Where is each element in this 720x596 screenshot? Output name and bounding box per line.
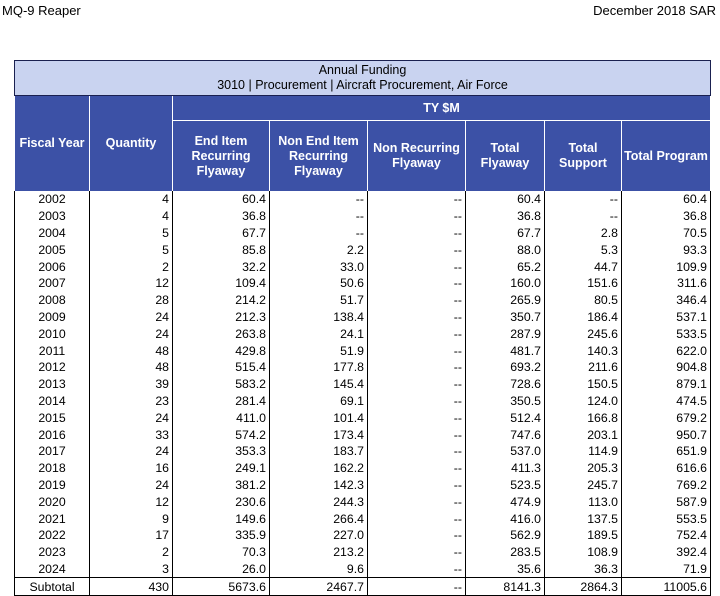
cell-non-recurring-flyaway: -- [368,258,466,275]
cell-total-flyaway: 562.9 [466,527,545,544]
table-row [15,191,711,208]
cell-end-item-recurring-flyaway: 335.9 [173,527,270,544]
cell-fiscal-year: 2015 [15,409,90,426]
cell-quantity: 24 [90,325,173,342]
cell-total-support: 137.5 [545,510,622,527]
table-row [15,241,711,258]
cell-non-recurring-flyaway: -- [368,510,466,527]
table-title [15,61,711,96]
cell-total-program: 679.2 [622,409,711,426]
cell-fiscal-year: 2018 [15,460,90,477]
table-row [15,325,711,342]
col-header-non-end-item-recurring-flyaway: Non End Item Recurring Flyaway [270,121,368,192]
cell-total-support: 140.3 [545,342,622,359]
table-row [15,561,711,578]
cell-total-support: 150.5 [545,376,622,393]
table-row [15,409,711,426]
cell-non-end-item-recurring-flyaway: 145.4 [270,376,368,393]
cell-total-support: 2.8 [545,225,622,242]
table-row [15,527,711,544]
cell-non-end-item-recurring-flyaway: 24.1 [270,325,368,342]
cell-total-support: 151.6 [545,275,622,292]
cell-total-program: 474.5 [622,393,711,410]
cell-total-flyaway: 67.7 [466,225,545,242]
cell-total-program: 651.9 [622,443,711,460]
cell-non-recurring-flyaway: -- [368,527,466,544]
cell-total-program: 553.5 [622,510,711,527]
cell-fiscal-year: 2019 [15,477,90,494]
cell-fiscal-year: 2009 [15,309,90,326]
cell-fiscal-year: 2016 [15,426,90,443]
cell-end-item-recurring-flyaway: 26.0 [173,561,270,578]
cell-non-recurring-flyaway: -- [368,309,466,326]
cell-non-end-item-recurring-flyaway: 50.6 [270,275,368,292]
cell-total-flyaway: 693.2 [466,359,545,376]
table-body [15,191,711,596]
table-title-line2: 3010 | Procurement | Aircraft Procurement, Air Force [217,78,508,92]
subtotal-row [15,578,711,596]
table-row [15,460,711,477]
cell-non-recurring-flyaway: -- [368,460,466,477]
cell-end-item-recurring-flyaway: 263.8 [173,325,270,342]
cell-non-end-item-recurring-flyaway: 9.6 [270,561,368,578]
cell-total-support: 80.5 [545,292,622,309]
cell-fiscal-year: 2007 [15,275,90,292]
cell-total-program: 622.0 [622,342,711,359]
cell-non-end-item-recurring-flyaway: 183.7 [270,443,368,460]
cell-non-recurring-flyaway: -- [368,544,466,561]
cell-fiscal-year: 2021 [15,510,90,527]
cell-non-end-item-recurring-flyaway: 101.4 [270,409,368,426]
col-header-fiscal-year: Fiscal Year [15,96,90,192]
cell-end-item-recurring-flyaway: 32.2 [173,258,270,275]
subtotal-quantity: 430 [90,578,173,596]
cell-fiscal-year: 2020 [15,493,90,510]
cell-total-program: 109.9 [622,258,711,275]
cell-total-program: 587.9 [622,493,711,510]
cell-end-item-recurring-flyaway: 515.4 [173,359,270,376]
cell-end-item-recurring-flyaway: 411.0 [173,409,270,426]
cell-quantity: 24 [90,309,173,326]
cell-non-recurring-flyaway: -- [368,426,466,443]
cell-fiscal-year: 2023 [15,544,90,561]
cell-total-flyaway: 481.7 [466,342,545,359]
annual-funding-table [14,60,711,596]
cell-non-end-item-recurring-flyaway: 33.0 [270,258,368,275]
cell-total-support: -- [545,191,622,208]
cell-total-flyaway: 287.9 [466,325,545,342]
cell-non-recurring-flyaway: -- [368,325,466,342]
cell-total-support: 205.3 [545,460,622,477]
cell-total-flyaway: 728.6 [466,376,545,393]
cell-total-program: 904.8 [622,359,711,376]
cell-end-item-recurring-flyaway: 212.3 [173,309,270,326]
cell-non-end-item-recurring-flyaway: 227.0 [270,527,368,544]
cell-quantity: 12 [90,493,173,510]
cell-total-support: 186.4 [545,309,622,326]
cell-non-recurring-flyaway: -- [368,359,466,376]
cell-fiscal-year: 2011 [15,342,90,359]
cell-quantity: 2 [90,544,173,561]
cell-fiscal-year: 2010 [15,325,90,342]
report-date: December 2018 SAR [593,3,716,18]
cell-non-end-item-recurring-flyaway: 244.3 [270,493,368,510]
cell-quantity: 23 [90,393,173,410]
cell-total-support: 113.0 [545,493,622,510]
subtotal-non-end-item-recurring-flyaway: 2467.7 [270,578,368,596]
cell-fiscal-year: 2002 [15,191,90,208]
cell-total-flyaway: 411.3 [466,460,545,477]
cell-non-end-item-recurring-flyaway: 51.7 [270,292,368,309]
cell-quantity: 28 [90,292,173,309]
cell-non-end-item-recurring-flyaway: 162.2 [270,460,368,477]
cell-total-support: 5.3 [545,241,622,258]
cell-quantity: 2 [90,258,173,275]
cell-end-item-recurring-flyaway: 149.6 [173,510,270,527]
cell-total-flyaway: 88.0 [466,241,545,258]
cell-non-end-item-recurring-flyaway: 142.3 [270,477,368,494]
subtotal-end-item-recurring-flyaway: 5673.6 [173,578,270,596]
cell-total-flyaway: 537.0 [466,443,545,460]
table-row [15,342,711,359]
table-row [15,309,711,326]
cell-end-item-recurring-flyaway: 249.1 [173,460,270,477]
cell-end-item-recurring-flyaway: 381.2 [173,477,270,494]
table-row [15,359,711,376]
cell-end-item-recurring-flyaway: 109.4 [173,275,270,292]
cell-total-program: 392.4 [622,544,711,561]
cell-non-recurring-flyaway: -- [368,376,466,393]
cell-quantity: 24 [90,409,173,426]
cell-total-program: 70.5 [622,225,711,242]
cell-total-program: 616.6 [622,460,711,477]
cell-total-support: 124.0 [545,393,622,410]
cell-total-program: 533.5 [622,325,711,342]
cell-total-support: 36.3 [545,561,622,578]
subtotal-total-program: 11005.6 [622,578,711,596]
subtotal-total-flyaway: 8141.3 [466,578,545,596]
cell-fiscal-year: 2006 [15,258,90,275]
cell-non-end-item-recurring-flyaway: 213.2 [270,544,368,561]
cell-total-support: 44.7 [545,258,622,275]
cell-quantity: 24 [90,443,173,460]
table-row [15,275,711,292]
cell-total-support: -- [545,208,622,225]
cell-non-recurring-flyaway: -- [368,208,466,225]
cell-quantity: 3 [90,561,173,578]
cell-quantity: 39 [90,376,173,393]
cell-total-support: 189.5 [545,527,622,544]
cell-fiscal-year: 2004 [15,225,90,242]
cell-total-program: 769.2 [622,477,711,494]
col-header-non-recurring-flyaway: Non Recurring Flyaway [368,121,466,192]
cell-total-program: 346.4 [622,292,711,309]
cell-quantity: 4 [90,208,173,225]
cell-total-flyaway: 350.7 [466,309,545,326]
table-row [15,493,711,510]
cell-fiscal-year: 2024 [15,561,90,578]
cell-non-recurring-flyaway: -- [368,493,466,510]
cell-total-support: 245.6 [545,325,622,342]
cell-quantity: 24 [90,477,173,494]
cell-fiscal-year: 2014 [15,393,90,410]
cell-end-item-recurring-flyaway: 230.6 [173,493,270,510]
cell-quantity: 17 [90,527,173,544]
table-row [15,208,711,225]
table-row [15,258,711,275]
cell-total-support: 203.1 [545,426,622,443]
cell-total-program: 71.9 [622,561,711,578]
cell-fiscal-year: 2005 [15,241,90,258]
col-group-ty-sm: TY $M [173,96,711,121]
cell-total-program: 950.7 [622,426,711,443]
cell-total-flyaway: 512.4 [466,409,545,426]
program-name: MQ-9 Reaper [2,3,81,18]
cell-total-support: 166.8 [545,409,622,426]
cell-total-flyaway: 416.0 [466,510,545,527]
cell-non-recurring-flyaway: -- [368,561,466,578]
cell-non-recurring-flyaway: -- [368,241,466,258]
cell-end-item-recurring-flyaway: 60.4 [173,191,270,208]
cell-total-program: 60.4 [622,191,711,208]
cell-end-item-recurring-flyaway: 583.2 [173,376,270,393]
cell-non-recurring-flyaway: -- [368,477,466,494]
cell-total-flyaway: 35.6 [466,561,545,578]
cell-end-item-recurring-flyaway: 429.8 [173,342,270,359]
cell-total-flyaway: 474.9 [466,493,545,510]
cell-quantity: 5 [90,241,173,258]
cell-quantity: 48 [90,342,173,359]
table-row [15,510,711,527]
cell-end-item-recurring-flyaway: 574.2 [173,426,270,443]
table-row [15,292,711,309]
cell-quantity: 4 [90,191,173,208]
cell-total-support: 114.9 [545,443,622,460]
cell-total-flyaway: 160.0 [466,275,545,292]
cell-end-item-recurring-flyaway: 85.8 [173,241,270,258]
cell-quantity: 48 [90,359,173,376]
cell-end-item-recurring-flyaway: 67.7 [173,225,270,242]
cell-total-program: 36.8 [622,208,711,225]
cell-non-recurring-flyaway: -- [368,342,466,359]
cell-non-end-item-recurring-flyaway: -- [270,208,368,225]
cell-quantity: 9 [90,510,173,527]
cell-total-program: 879.1 [622,376,711,393]
subtotal-total-support: 2864.3 [545,578,622,596]
cell-fiscal-year: 2017 [15,443,90,460]
cell-total-flyaway: 350.5 [466,393,545,410]
table-row [15,544,711,561]
cell-non-end-item-recurring-flyaway: 51.9 [270,342,368,359]
cell-quantity: 33 [90,426,173,443]
cell-non-end-item-recurring-flyaway: 138.4 [270,309,368,326]
table-row [15,477,711,494]
cell-fiscal-year: 2013 [15,376,90,393]
table-row [15,443,711,460]
table-row [15,225,711,242]
cell-non-end-item-recurring-flyaway: -- [270,225,368,242]
cell-end-item-recurring-flyaway: 70.3 [173,544,270,561]
cell-fiscal-year: 2008 [15,292,90,309]
annual-funding-table-container [14,60,710,596]
cell-end-item-recurring-flyaway: 281.4 [173,393,270,410]
cell-non-recurring-flyaway: -- [368,225,466,242]
cell-fiscal-year: 2022 [15,527,90,544]
cell-non-end-item-recurring-flyaway: 2.2 [270,241,368,258]
col-header-total-support: Total Support [545,121,622,192]
cell-total-program: 311.6 [622,275,711,292]
cell-end-item-recurring-flyaway: 36.8 [173,208,270,225]
cell-total-flyaway: 747.6 [466,426,545,443]
col-header-total-program: Total Program [622,121,711,192]
cell-non-end-item-recurring-flyaway: 266.4 [270,510,368,527]
table-title-line1: Annual Funding [318,63,407,77]
col-header-end-item-recurring-flyaway: End Item Recurring Flyaway [173,121,270,192]
cell-total-flyaway: 265.9 [466,292,545,309]
cell-total-flyaway: 60.4 [466,191,545,208]
cell-non-end-item-recurring-flyaway: 69.1 [270,393,368,410]
cell-non-end-item-recurring-flyaway: -- [270,191,368,208]
cell-total-support: 245.7 [545,477,622,494]
cell-non-end-item-recurring-flyaway: 177.8 [270,359,368,376]
cell-end-item-recurring-flyaway: 214.2 [173,292,270,309]
cell-non-recurring-flyaway: -- [368,191,466,208]
cell-non-end-item-recurring-flyaway: 173.4 [270,426,368,443]
cell-quantity: 16 [90,460,173,477]
table-row [15,426,711,443]
table-row [15,393,711,410]
subtotal-fiscal-year: Subtotal [15,578,90,596]
cell-total-flyaway: 36.8 [466,208,545,225]
subtotal-non-recurring-flyaway: -- [368,578,466,596]
cell-non-recurring-flyaway: -- [368,443,466,460]
cell-total-flyaway: 65.2 [466,258,545,275]
cell-non-recurring-flyaway: -- [368,393,466,410]
cell-total-flyaway: 283.5 [466,544,545,561]
cell-total-program: 537.1 [622,309,711,326]
col-header-quantity: Quantity [90,96,173,192]
cell-total-support: 108.9 [545,544,622,561]
cell-non-recurring-flyaway: -- [368,292,466,309]
cell-total-flyaway: 523.5 [466,477,545,494]
cell-end-item-recurring-flyaway: 353.3 [173,443,270,460]
col-header-total-flyaway: Total Flyaway [466,121,545,192]
cell-total-support: 211.6 [545,359,622,376]
cell-fiscal-year: 2003 [15,208,90,225]
cell-non-recurring-flyaway: -- [368,409,466,426]
cell-total-program: 752.4 [622,527,711,544]
cell-quantity: 12 [90,275,173,292]
cell-non-recurring-flyaway: -- [368,275,466,292]
cell-quantity: 5 [90,225,173,242]
cell-total-program: 93.3 [622,241,711,258]
table-row [15,376,711,393]
cell-fiscal-year: 2012 [15,359,90,376]
